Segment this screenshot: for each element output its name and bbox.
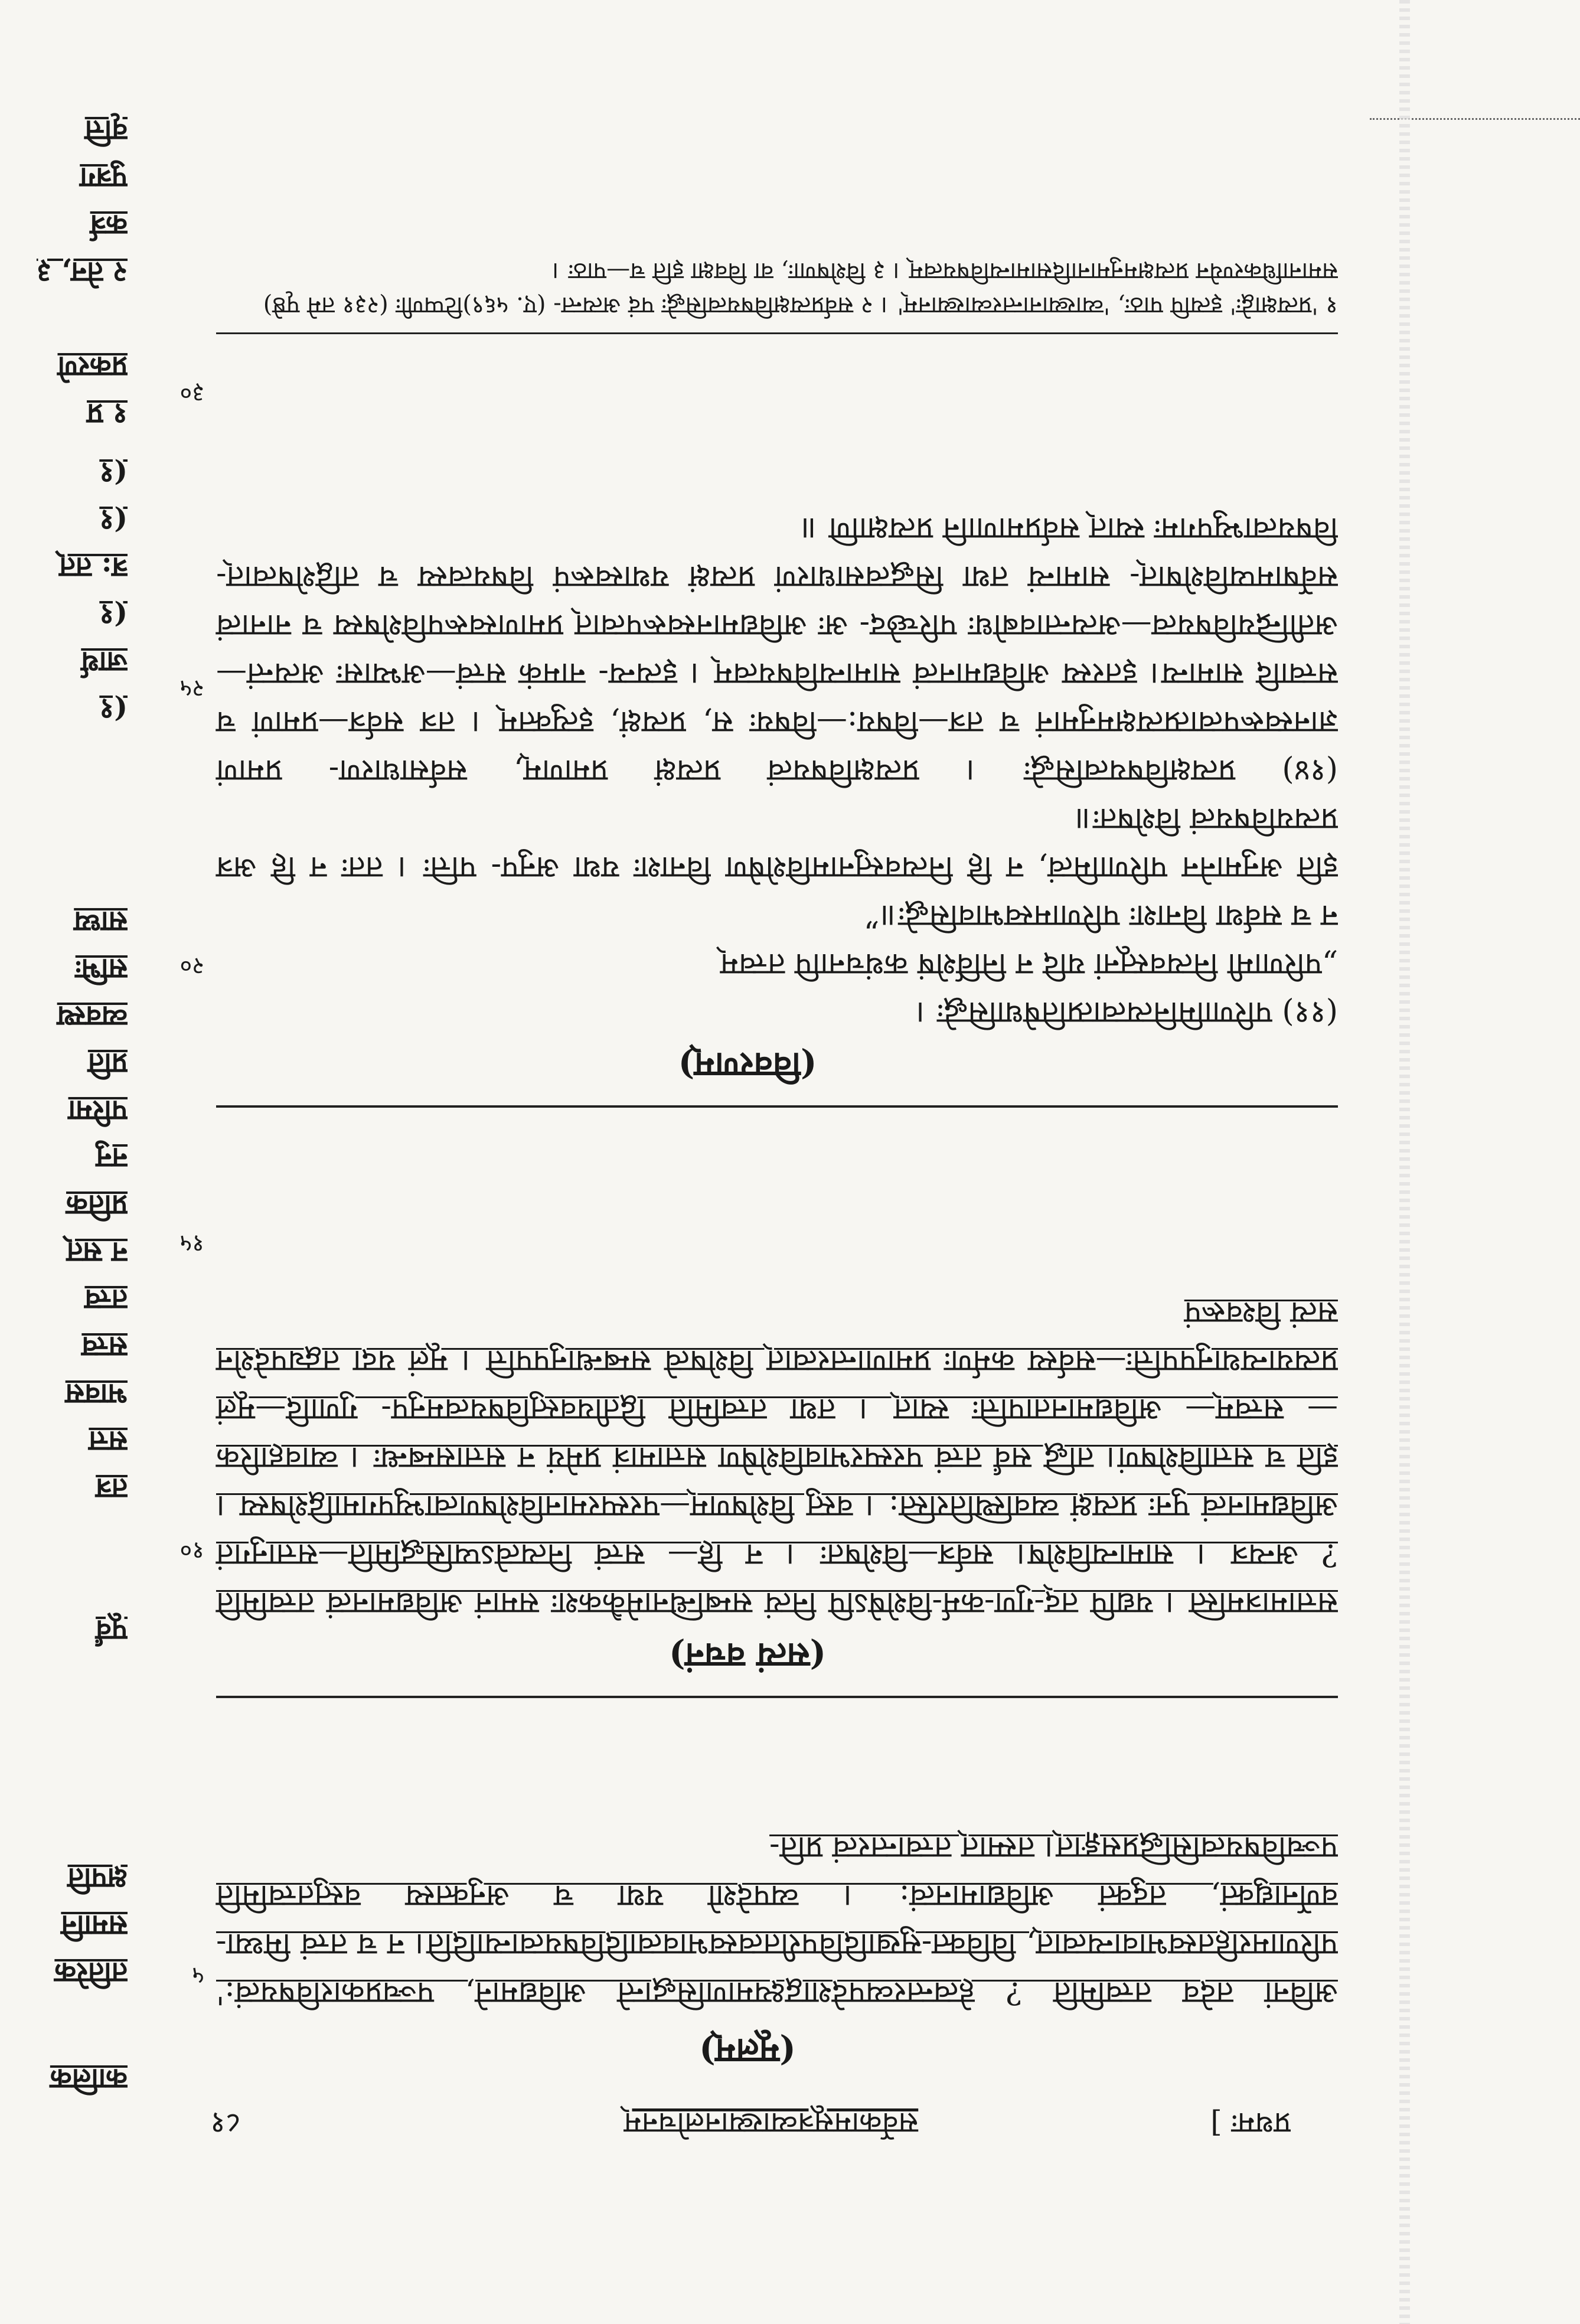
line-number: १५ [179,1230,204,1257]
facing-fragment: प्रकरणे [57,350,128,383]
section-text-second: सत्तामात्रमस्ति । यद्यपि तद्-गुण-कर्म-विशेषेऽपि नित्यं सम्बन्धिनामेकैकशः समानं अविद्यमानत्वं तत्त्वमिति ? अन्यत्र । सामान्यविशेष। सर्वत्र—विशेषतः । न हि— सत्त्वं नित्यत्वेऽप्यसिद्धमिति—सत्तानुगतं अविद्यमानत्वं पुनः प्रत्यक्षं व्यवस्थितिरस्ति: । वस्तु विशेषणम्—परस्परमानविशेषणत्वाभ्युपगमाद्विशेषस्य । इति च सत्ताविशेषणं। तद्धि सर्वं तत्त्वं परस्परभावविशेषेण सत्तामात्रं प्रमेयं न सत्तासम्बन्धः । व्यावहारिक— सत्त्वम्— अविद्यमानतापत्तिः स्यात् । तथा तत्त्वमिति द्वितीयवस्तुविषयत्वमनुप- गुणादि—मूलं प्रत्ययान्यथानुपपत्तिः—सर्वस्य कर्मणः प्रमाणान्तरत्वात् विशेषत्वे सम्बन्धानुपपत्ति । मूलं यदा तद्व्यपदेशेन सत्यं विश्वरूपं [216,1295,1338,1621]
facing-fragment: न सत् [66,1236,128,1269]
section-title-mulam: (मूलम्) [699,2031,796,2071]
facing-fragment: सत्त [89,1425,128,1458]
facing-fragment: (१ [99,504,128,537]
section-title-second: (सत्यं वचनं) [669,1636,827,1676]
facing-fragment: २ तेन, ३ [36,256,128,289]
facing-fragment: (१ [99,693,128,726]
footnotes: १ 'प्रत्यक्षाद्वेः' इत्यपि पाठः, 'व्याख्यानान्तरव्याख्यानम्' । २ सर्वप्रत्यक्षविषयत्वसिद्धेः पदं अत्यन्त- (ए. ५६९)टिप्पणीः (२३१ तमे पृष्ठे) समानाधिकरण्येन प्रत्यक्षमनुमानादिसामान्यविषयत्वम् । ३ विशेषणाः, वा विवक्षा इति च—पाठः । [263,257,1338,319]
section-title-vivaranam: (विवरणम्) [678,1045,817,1085]
line-number: ३० [179,380,204,407]
footnote-rule [216,332,1338,334]
facing-fragment: १ प्र [87,397,128,430]
facing-fragment: सत्त्व [81,1330,128,1363]
section-label: प्रथमः ] [1210,2106,1291,2140]
facing-fragment: सभिः [75,952,128,985]
facing-fragment: कर्त्र [90,208,128,241]
facing-fragment: कालिक [50,2062,128,2095]
line-number: १० [179,1537,204,1564]
line-number: २५ [179,675,204,702]
facing-fragment: वृत्ति [84,114,128,147]
section-rule [216,1696,1338,1698]
section-text-vivaranam: (११) परिणामिनित्यत्वात्प्रतिषेधासिद्धेः । „परिणामी नित्यवस्तूनां यदि न निर्विशेषं कथंचनापि तत्त्वम् न च सर्वथा विनाशः परिणामस्वभावसिद्धेः॥” इति अनुमानेन परिणामित्वं, न हि नित्यवस्तुनामविशेषेण विनाशः यथा अनुप- पत्तिः । ततः न हि अत्र प्रत्ययविषयत्वं विशेषतः॥ (१४) प्रत्यक्षविषयत्वसिद्धेः । प्रत्यक्षविषयत्वं प्रत्यक्षं प्रमाणम्, सर्वसाधारण- प्रमाणं ज्ञानस्वरूपत्वात्प्रत्यक्षमनुमानं च तत्र—विषय:—विषयः स, प्रत्यक्षं, इत्युक्तम् । तत्र सर्वत्र—प्रमाणं च सत्त्वादि सामान्य। इतरस्य अविद्यमानत्वं सामान्यविषयत्वम् । इत्यन्य- नामकं सत्त्वं—अभ्यासः अत्यन्तं—अतीन्द्रियविषयत्व—अत्यन्तावबोधः परिच्छेद- अः अविद्यमानस्वरूपत्वात् प्रमाणस्वरूपविशेषस्य च नानात्वं सर्वेषामप्यविशेषात्- सामान्यं तथा सिद्धत्वसाधारणं प्रत्यक्षं यथास्वरूपं विषयत्वस्य च तद्विशेषत्वात्- विषयत्वाभ्युपगमः स्यात् सर्वप्रमाणानि प्रत्यक्षाणि ॥ [216,511,1338,1030]
facing-fragment: त्र: तत् [59,551,128,584]
facing-fragment: साध्य [74,905,128,938]
facing-fragment: क्षपति [67,1862,128,1895]
line-number: ५ [192,1962,204,1989]
running-title: सर्वेकामसूत्रव्याख्यानलोचनम् [623,2106,919,2140]
line-number: २० [179,952,204,980]
facing-fragment: ननु [96,1141,128,1174]
facing-fragment: प्रति [87,1047,128,1080]
facing-fragment: (१ [99,456,128,489]
facing-fragment: जार्थ [81,645,128,678]
facing-fragment: तत्र [96,1472,128,1505]
facing-fragment: भावस [65,1378,128,1411]
facing-fragment: ततिरेक [54,1956,128,1989]
facing-fragment: प्रतिक [66,1189,128,1222]
facing-fragment: व्यवस्थ [57,1000,128,1033]
facing-fragment: समानि [61,1909,128,1942]
facing-fragment: तत्त्व [84,1283,128,1316]
facing-fragment: पूर्वं [96,1614,128,1647]
section-rule [216,1105,1338,1108]
facing-fragment: पुत्रग [80,161,128,194]
section-text-mulam: अविनां तदेव तत्त्वमिति ? हेत्वन्तरव्यपदेशाद्वक्ष्यमाणसिद्धान्ते अविद्यमाने, पञ्चप्रकारविषयत्वं:' परिणामरहितस्वभावान्यत्वात्, विविक्त-सुखादिविपरीतत्वस्वभावत्वादिविषयत्वान्यादिति। न च तत्त्वं मिथ्या- वर्णेनाद्युक्तं, तदुक्तं अविद्यामानत्वं: । व्यपदेशो यथा च अनुक्तस्य वस्तुतत्त्वमिति पञ्चविषयत्वसिद्धिप्रसङ्गात्। तस्मात् तत्त्वान्तरत्वं प्रति- [216,1830,1338,2010]
facing-fragment: (१ [99,598,128,631]
page-number: ८१ [210,2106,241,2140]
facing-fragment: परिमा [68,1094,128,1127]
